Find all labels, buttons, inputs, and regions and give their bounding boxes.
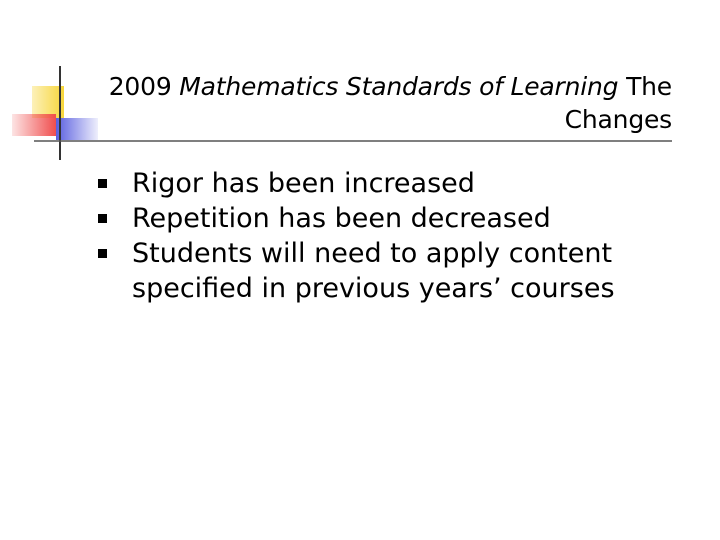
- bullet-text: Rigor has been increased: [132, 168, 475, 199]
- bullet-text: Students will need to apply content specified in previous years’ courses: [132, 238, 615, 304]
- square-bullet-icon: [98, 179, 107, 188]
- bullet-text: Repetition has been decreased: [132, 203, 551, 234]
- list-item: [98, 236, 698, 306]
- square-bullet-icon: [98, 249, 107, 258]
- list-item: [98, 166, 698, 201]
- square-bullet-icon: [98, 214, 107, 223]
- list-item: [98, 201, 698, 236]
- title-line-1: [72, 70, 672, 103]
- title-after-italic: The: [626, 72, 672, 101]
- title-line-2: Changes: [564, 105, 672, 134]
- title-italic-part: Mathematics Standards of Learning: [179, 72, 619, 101]
- bullet-list: [98, 166, 698, 306]
- title-year: 2009: [108, 72, 172, 101]
- slide-title: [72, 70, 672, 136]
